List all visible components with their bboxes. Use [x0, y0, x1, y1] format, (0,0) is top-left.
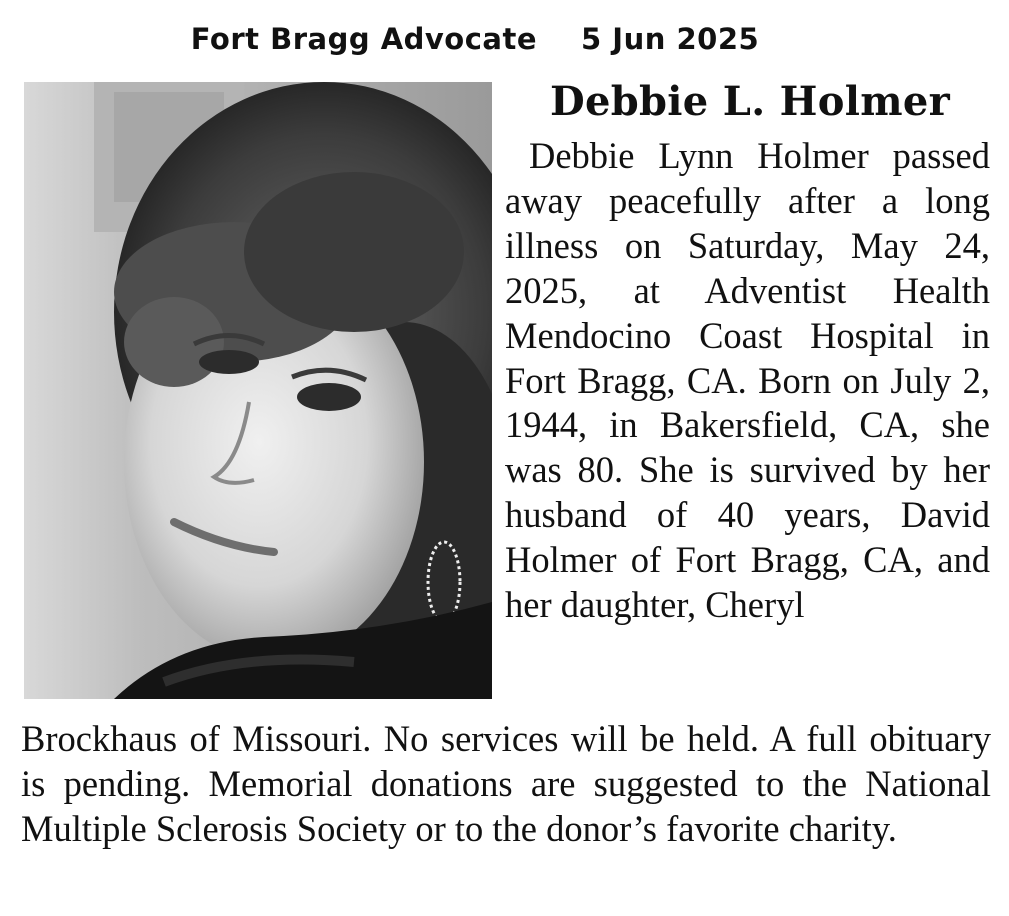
obituary-paragraph-continued: Brockhaus of Missouri. No services will be held. A full obituary is pending. Memorial donations are suggested to the National Multiple Sclerosis Society or to the donor’s favorite charity. — [21, 718, 991, 849]
obituary-headline: Debbie L. Holmer — [550, 78, 950, 125]
obituary-column-text — [505, 134, 990, 628]
publication-date: 5 Jun 2025 — [581, 22, 760, 56]
obituary-paragraph-start: Debbie Lynn Holmer passed away peacefully after a long illness on Saturday, May 24, 2025, at Adventist Health Mendocino Coast Hospital in Fort Bragg, CA. Born on July 2, 1944, in Bakersfield, CA, she was 80. She is survived by her husband of 40 years, David Holmer of Fort Bragg, CA, and her daughter, Cheryl — [505, 135, 990, 626]
newspaper-name: Fort Bragg Advocate — [190, 22, 538, 56]
portrait-photo — [24, 82, 492, 699]
masthead — [0, 22, 950, 56]
